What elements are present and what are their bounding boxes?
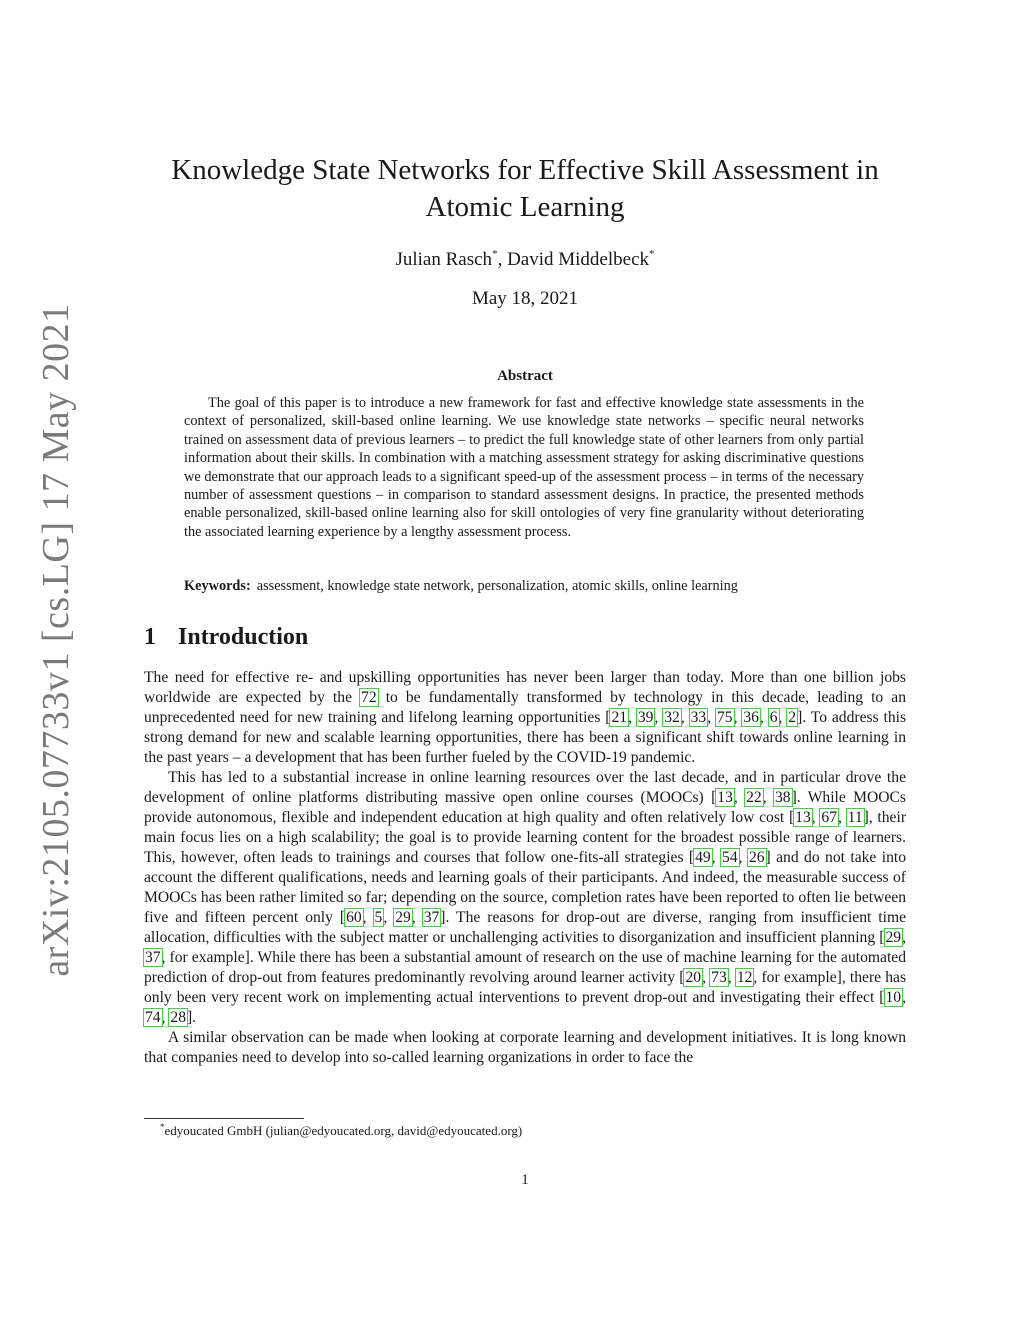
body-text-run: , xyxy=(680,709,690,726)
body-text-run: , xyxy=(411,909,423,926)
abstract-heading: Abstract xyxy=(497,368,553,384)
citation-link[interactable]: 74 xyxy=(145,1009,161,1026)
body-text-run: A similar observation can be made when looking at corporate learning and development initiatives. It is long known that companies need to develop into so-called learning organizations in order to face the xyxy=(144,1029,906,1066)
citation-link[interactable]: 60 xyxy=(346,909,362,926)
arxiv-identifier: arXiv:2105.07733v1 [cs.LG] 17 May 2021 xyxy=(35,303,77,977)
citation-link[interactable]: 54 xyxy=(722,849,738,866)
body-text-run: , xyxy=(811,809,821,826)
page-number: 1 xyxy=(521,1172,529,1188)
body-text-run: , xyxy=(733,709,743,726)
body-text-run: , xyxy=(738,849,748,866)
body-text-run: , xyxy=(383,909,395,926)
author-separator: , xyxy=(497,249,508,270)
citation-link[interactable]: 13 xyxy=(717,789,733,806)
publication-date: May 18, 2021 xyxy=(471,288,579,309)
body-text-run: ] and do not take into account the different qualifications, needs and learning goals of their participants. And indeed, the measurable success of MOOCs has been rather limited so far; depending on the source, completion rates have been reported to often lie between five and fifteen percent only [ xyxy=(144,849,907,926)
citation-link[interactable]: 32 xyxy=(664,709,680,726)
citation-link[interactable]: 21 xyxy=(611,709,628,726)
citation-link[interactable]: 29 xyxy=(885,929,902,946)
citation-link[interactable]: 11 xyxy=(847,809,863,826)
footnote-text: edyoucated GmbH (julian@edyoucated.org, david@edyoucated.org) xyxy=(164,1123,523,1138)
citation-link[interactable]: 6 xyxy=(769,709,778,726)
body-text-run: , xyxy=(654,709,664,726)
keywords-label: Keywords: xyxy=(184,578,251,594)
body-text-run: The need for effective re- and upskilling opportunities has never been larger than today. More than one billion jobs worldwide are expected by the xyxy=(144,669,906,706)
keywords xyxy=(184,578,864,595)
body-text-run: ]. While MOOCs provide autonomous, flexible and independent education at high quality and often relatively low cost [ xyxy=(144,789,907,826)
abstract-text: The goal of this paper is to introduce a new framework for fast and effective knowledge state assessments in the context of personalized, skill-based online learning. We use knowledge state networks – specific neural networks trained on assessment data of previous learners – to predict the full knowledge state of other learners from only partial information about their skills. In combination with a matching assessment strategy for asking discriminative questions we demonstrate that our approach leads to a significant speed-up of the assessment process – in terms of the necessary number of assessment questions – in comparison to standard assessment designs. In practice, the presented methods enable personalized, skill-based online learning also for skill ontologies of very fine granularity without deteriorating the associated learning experience by a lengthy assessment process. xyxy=(184,395,864,540)
body-text-run: , xyxy=(778,709,788,726)
citation-link[interactable]: 37 xyxy=(423,909,440,926)
citation-link[interactable]: 36 xyxy=(743,709,759,726)
body-text-run: to be fundamentally transformed by technology in this decade, leading to an unprecedented need for new training and lifelong learning opportunities [ xyxy=(144,689,906,726)
body-paragraph xyxy=(144,768,906,1028)
author-footnote-mark[interactable]: * xyxy=(649,248,655,260)
citation-link[interactable]: 38 xyxy=(774,789,791,806)
body-text-run: , for example]. While there has been a substantial amount of research on the use of machine learning for the automated prediction of drop-out from features predominantly revolving around learner activity [ xyxy=(144,949,906,986)
citation-link[interactable]: 33 xyxy=(690,709,707,726)
body-text-run: , xyxy=(837,809,847,826)
citation-link[interactable]: 49 xyxy=(695,849,711,866)
body-text-run: , xyxy=(362,909,374,926)
keywords-text: assessment, knowledge state network, personalization, atomic skills, online learning xyxy=(256,578,738,594)
body-text-run: , xyxy=(902,929,906,946)
body-paragraph xyxy=(144,1028,906,1068)
citation-link[interactable]: 67 xyxy=(821,809,837,826)
body-text-run: ]. To address this strong demand for new and scalable learning opportunities, there has been a significant shift towards online learning in the past years – a development that has been further fueled by the COVID-19 pandemic. xyxy=(144,709,907,766)
author-footnote-mark[interactable]: * xyxy=(492,248,498,260)
body-text-run: , xyxy=(902,989,906,1006)
citation-link[interactable]: 72 xyxy=(361,689,377,706)
body-text-run: , xyxy=(733,789,746,806)
citation-link[interactable]: 73 xyxy=(711,969,727,986)
citation-link[interactable]: 39 xyxy=(637,709,654,726)
citation-link[interactable]: 20 xyxy=(685,969,702,986)
citation-link[interactable]: 75 xyxy=(716,709,733,726)
body-text-run: ], their main focus lies on a high scalability; the goal is to provide learning content for the broadest possible range of learners. This, however, often leads to trainings and courses that follow one-fits-all strategies [ xyxy=(144,809,907,866)
body-text-run: , xyxy=(759,709,769,726)
citation-link[interactable]: 37 xyxy=(145,949,161,966)
body-text-run: , xyxy=(707,709,716,726)
citation-link[interactable]: 2 xyxy=(788,709,797,726)
footnote xyxy=(160,1122,522,1139)
author-name: David Middelbeck xyxy=(507,249,649,270)
citation-link[interactable]: 29 xyxy=(395,909,411,926)
author-list xyxy=(150,248,900,271)
body-text-run: , xyxy=(628,709,637,726)
citation-link[interactable]: 28 xyxy=(170,1009,186,1026)
citation-link[interactable]: 26 xyxy=(748,849,765,866)
footnote-divider xyxy=(144,1118,304,1119)
body-text-run: , for example], there has only been very recent work on implementing actual interventions to prevent drop-out and investigating their effect [ xyxy=(144,969,907,1006)
citation-link[interactable]: 5 xyxy=(374,909,383,926)
body-paragraph xyxy=(144,668,906,768)
body-text-run: This has led to a substantial increase in online learning resources over the last decade, and in particular drove the development of online platforms distributing massive open online courses (MOOCs) [ xyxy=(144,769,906,806)
citation-link[interactable]: 12 xyxy=(736,969,753,986)
body-text-run: , xyxy=(161,1009,170,1026)
section-title: Introduction xyxy=(178,624,309,650)
body-text-run: , xyxy=(727,969,736,986)
body-text-run: , xyxy=(762,789,774,806)
citation-link[interactable]: 22 xyxy=(746,789,762,806)
citation-link[interactable]: 10 xyxy=(885,989,902,1006)
citation-link[interactable]: 13 xyxy=(795,809,811,826)
body-text-run: , xyxy=(702,969,711,986)
body-text-run: ]. The reasons for drop-out are diverse, ranging from insufficient time allocation, difficulties with the subject matter or unchallenging activities to disorganization and insufficient planning [ xyxy=(144,909,907,946)
body-text-run: ]. xyxy=(186,1009,197,1026)
introduction-body xyxy=(144,668,906,1068)
body-text-run: , xyxy=(711,849,722,866)
footnote-mark: * xyxy=(160,1122,165,1132)
section-number: 1 xyxy=(144,624,156,650)
paper-title: Knowledge State Networks for Effective Skill Assessment in Atomic Learning xyxy=(171,154,879,223)
author-name: Julian Rasch xyxy=(395,249,493,270)
section-heading xyxy=(144,624,308,651)
